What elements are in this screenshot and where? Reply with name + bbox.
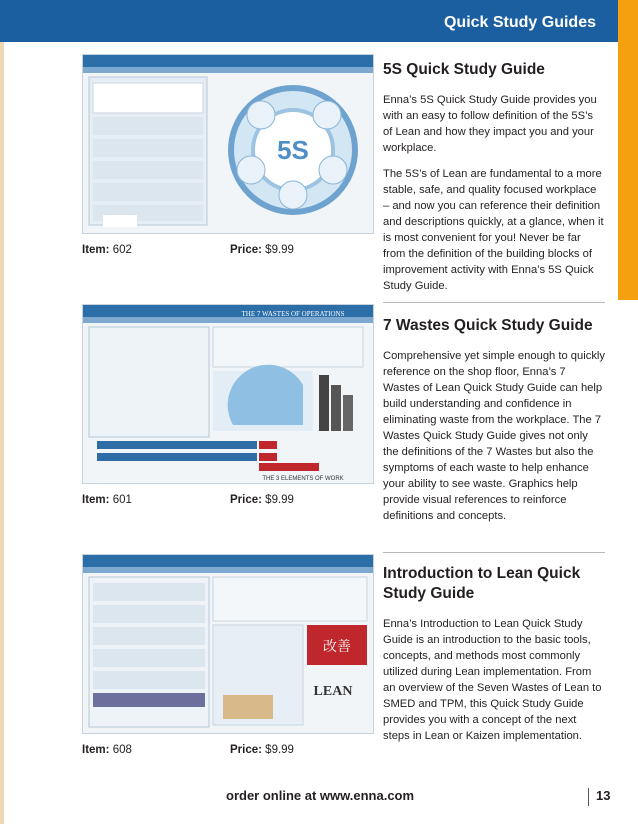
product-5s-description [383, 60, 605, 304]
paragraph: The 5S’s of Lean are fundamental to a more stable, safe, and quality focused workplace – and now you can reference their definition and descriptions quickly, at a glance, when it is most convenient for you! Never be far from the definition of the building blocks of improvement activity with Enna’s 5S Quick Study Guide. [383, 168, 604, 292]
header-bar [0, 0, 618, 42]
7-wastes-thumb-title: THE 7 WASTES OF OPERATIONS [241, 310, 345, 318]
product-5s-thumbnail[interactable] [82, 54, 374, 234]
product-7-wastes-description [383, 316, 605, 534]
paragraph: Enna’s 5S Quick Study Guide provides you with an easy to follow definition of the 5S’s of Lean and how they impact you and your workplace. [383, 94, 597, 154]
price-value: $9.99 [265, 244, 294, 256]
item-number: 601 [112, 494, 132, 506]
footer [0, 784, 618, 808]
price-value: $9.99 [265, 494, 294, 506]
product-intro-lean-price: Price: $9.99 [230, 744, 294, 756]
paragraph: Enna’s Introduction to Lean Quick Study Guide is an introduction to the basic tools, concepts, and methods most commonly utilized during Lean implementation. From an overview of the Seven Wastes of Lean to SMED and TPM, this Quick Study Guide provides you with a concept of the next steps in Lean or Kaizen implementation. [383, 618, 602, 742]
header-title: Quick Study Guides [443, 14, 596, 31]
page-number: 13 [596, 788, 611, 803]
section-divider [383, 302, 605, 303]
5s-logo-text: 5S [277, 135, 309, 165]
5s-cycle-graphic [83, 55, 373, 233]
kaizen-mark: 改善 [323, 639, 351, 655]
product-5s-title: 5S Quick Study Guide [383, 61, 545, 78]
7-wastes-graphic [83, 305, 373, 483]
paragraph: Comprehensive yet simple enough to quickly reference on the shop floor, Enna’s 7 Wastes of Lean Quick Study Guide can help build understanding and confidence in eliminating waste from the workplace. The 7 Wastes Quick Study Guide gives not only the definitions of the 7 Wastes but also the symptoms of each waste to help enhance your ability to see waste. Graphics help provide visual references to reinforce definitions and concepts. [383, 350, 606, 522]
product-7-wastes-price: Price: $9.99 [230, 494, 294, 506]
intro-lean-graphic [83, 555, 373, 733]
product-7-wastes-title: 7 Wastes Quick Study Guide [383, 317, 593, 334]
order-online-link[interactable]: order online at www.enna.com [226, 788, 415, 803]
svg-text:THE 3 ELEMENTS OF WORK: THE 3 ELEMENTS OF WORK [262, 476, 344, 482]
product-intro-lean-item: Item: 608 [82, 744, 132, 756]
product-7-wastes-thumbnail[interactable] [82, 304, 374, 484]
item-number: 608 [112, 744, 132, 756]
footer-divider [588, 788, 589, 806]
lean-logo-text: LEAN [313, 684, 353, 699]
product-7-wastes-item: Item: 601 [82, 494, 132, 506]
orange-side-tab [618, 0, 638, 300]
product-intro-lean-description [383, 564, 605, 754]
product-5s-item: Item: 602 [82, 244, 132, 256]
section-divider [383, 552, 605, 553]
product-intro-lean-thumbnail[interactable] [82, 554, 374, 734]
item-number: 602 [112, 244, 132, 256]
price-value: $9.99 [265, 744, 294, 756]
product-intro-lean-title: Introduction to Lean Quick Study Guide [383, 565, 581, 602]
product-5s-price: Price: $9.99 [230, 244, 294, 256]
